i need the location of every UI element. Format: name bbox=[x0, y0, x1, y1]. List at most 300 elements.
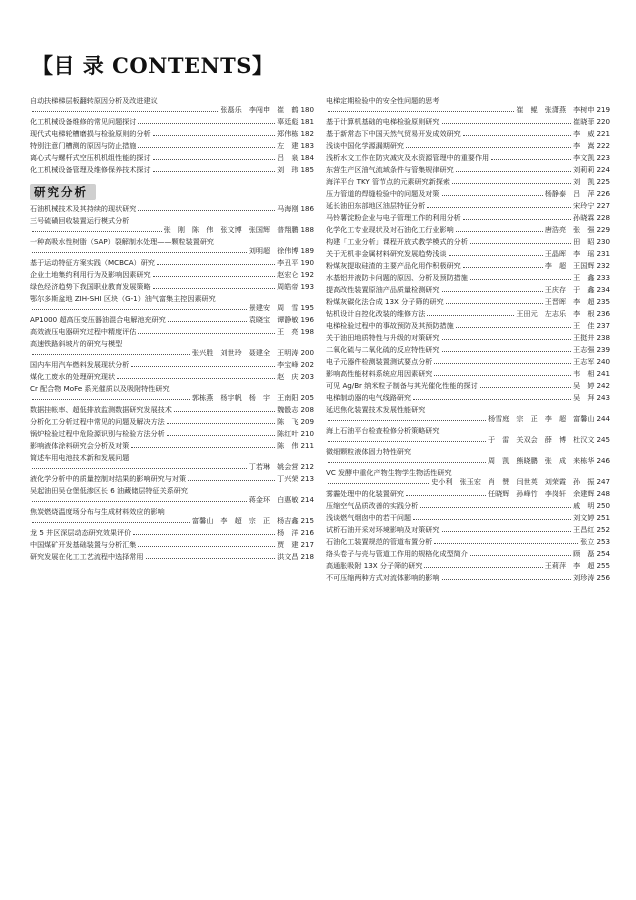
toc-authors: 李 嵩 bbox=[573, 141, 595, 150]
toc-entry[interactable] bbox=[30, 339, 314, 357]
toc-leader-dots bbox=[456, 327, 571, 328]
toc-leader-dots bbox=[328, 420, 486, 421]
toc-entry[interactable] bbox=[326, 549, 610, 558]
toc-authors: 李 威 bbox=[573, 129, 595, 138]
toc-authors: 刘 玮 bbox=[277, 165, 299, 174]
toc-leader-dots bbox=[32, 501, 247, 502]
toc-page-number: 193 bbox=[300, 282, 314, 291]
toc-title: 马铃薯淀粉企业与电子管理工作的利用分析 bbox=[326, 213, 461, 222]
toc-entry[interactable] bbox=[326, 213, 610, 222]
toc-entry[interactable] bbox=[30, 486, 314, 504]
toc-title-line bbox=[326, 309, 610, 318]
toc-leader-dots bbox=[32, 309, 247, 310]
toc-right-column bbox=[326, 96, 610, 585]
toc-page-number: 209 bbox=[300, 417, 314, 426]
toc-leader-dots bbox=[413, 399, 571, 400]
toc-entry[interactable] bbox=[30, 540, 314, 549]
toc-entry[interactable] bbox=[326, 165, 610, 174]
toc-title: 基于计算机基础的电梯检验原则研究 bbox=[326, 117, 440, 126]
toc-author-line bbox=[326, 435, 610, 444]
toc-leader-dots bbox=[167, 423, 275, 424]
toc-leader-dots bbox=[32, 231, 162, 232]
toc-page-number: 239 bbox=[596, 345, 610, 354]
toc-title-line bbox=[326, 141, 610, 150]
toc-page-number: 195 bbox=[300, 303, 314, 312]
toc-entry[interactable] bbox=[326, 357, 610, 366]
toc-leader-dots bbox=[424, 567, 542, 568]
toc-leader-dots bbox=[413, 519, 571, 520]
toc-entry[interactable] bbox=[30, 552, 314, 561]
toc-title: VC 发酵中重化产物生物学生物活性研究 bbox=[326, 468, 452, 477]
toc-title: 压缩空气品质改善的实践分析 bbox=[326, 501, 419, 510]
toc-page-number: 222 bbox=[596, 141, 610, 150]
toc-title: 试析石油开采对环境影响及对策研究 bbox=[326, 525, 440, 534]
toc-entry[interactable] bbox=[326, 537, 610, 546]
toc-title-line bbox=[326, 561, 610, 570]
toc-authors: 王志军 bbox=[573, 357, 595, 366]
toc-entry[interactable] bbox=[326, 177, 610, 186]
toc-title-line bbox=[30, 405, 314, 414]
toc-author-line bbox=[30, 495, 314, 504]
toc-title-line bbox=[30, 165, 314, 174]
toc-entry[interactable] bbox=[326, 309, 610, 318]
toc-title: 三号硫磺回收装置运行模式分析 bbox=[30, 216, 130, 225]
toc-entry[interactable] bbox=[30, 474, 314, 483]
toc-title-line bbox=[30, 153, 314, 162]
toc-title: 鄂尔多斯盆地 ZIH-SHI 区块（G-1）油气富集主控因素研究 bbox=[30, 294, 216, 303]
toc-author-line bbox=[30, 516, 314, 525]
toc-author-line bbox=[30, 303, 314, 312]
toc-entry[interactable] bbox=[30, 237, 314, 255]
toc-title: 海上石油平台检查检修分析策略研究 bbox=[326, 426, 440, 435]
toc-entry[interactable] bbox=[326, 96, 610, 114]
toc-leader-dots bbox=[442, 351, 572, 352]
toc-entry[interactable] bbox=[30, 282, 314, 291]
toc-title: 不可压缩两种方式对流体影响的影响 bbox=[326, 573, 440, 582]
toc-entry[interactable] bbox=[326, 468, 610, 486]
toc-leader-dots bbox=[449, 255, 543, 256]
toc-entry[interactable] bbox=[30, 294, 314, 312]
toc-authors: 赵宏仑 bbox=[277, 270, 299, 279]
toc-leader-dots bbox=[463, 135, 571, 136]
toc-authors: 张立 bbox=[580, 537, 595, 546]
toc-title-line bbox=[326, 381, 610, 390]
toc-title-line bbox=[30, 258, 314, 267]
toc-left-column bbox=[30, 96, 314, 564]
toc-title: 简述车用电池技术新和发展问题 bbox=[30, 453, 130, 462]
toc-entry[interactable] bbox=[326, 501, 610, 510]
toc-title: 现代式电梯轮槽磨损与检验原则的分析 bbox=[30, 129, 151, 138]
toc-title-line bbox=[30, 294, 314, 303]
toc-title: 电梯制动器的电气线路研究 bbox=[326, 393, 412, 402]
toc-leader-dots bbox=[174, 411, 275, 412]
toc-authors: 左 建 bbox=[277, 141, 299, 150]
toc-leader-dots bbox=[420, 507, 571, 508]
toc-authors: 郑伟栋 bbox=[277, 129, 299, 138]
toc-title: 离心式与螺杆式空压机机组性能的探讨 bbox=[30, 153, 151, 162]
toc-page-number: 196 bbox=[300, 315, 314, 324]
toc-entry[interactable] bbox=[326, 345, 610, 354]
toc-leader-dots bbox=[434, 363, 571, 364]
toc-leader-dots bbox=[131, 366, 275, 367]
toc-leader-dots bbox=[138, 333, 275, 334]
toc-title-line bbox=[30, 117, 314, 126]
toc-authors: 袁晓宝 谭静敏 bbox=[248, 315, 299, 324]
toc-title-line bbox=[326, 129, 610, 138]
toc-title-line bbox=[326, 321, 610, 330]
toc-title-line bbox=[326, 189, 610, 198]
toc-entry[interactable] bbox=[326, 381, 610, 390]
toc-authors: 陈 飞 bbox=[277, 417, 299, 426]
toc-entry[interactable] bbox=[326, 153, 610, 162]
toc-page-number: 223 bbox=[596, 153, 610, 162]
toc-title-line bbox=[326, 165, 610, 174]
toc-entry[interactable] bbox=[30, 165, 314, 174]
toc-page-number: 216 bbox=[300, 528, 314, 537]
toc-entry[interactable] bbox=[326, 273, 610, 282]
toc-title: 关于油田地质特性与升级的对策研究 bbox=[326, 333, 440, 342]
toc-title: 微细颗粒液体固力特性研究 bbox=[326, 447, 412, 456]
toc-title: 构建「工业分析」课程开放式教学模式的分析 bbox=[326, 237, 468, 246]
toc-title: 特别注意门槽测的原因与防止措施 bbox=[30, 141, 137, 150]
toc-entry[interactable] bbox=[326, 237, 610, 246]
toc-authors: 韦 相 bbox=[573, 369, 595, 378]
toc-page-number: 234 bbox=[596, 285, 610, 294]
toc-title-line bbox=[30, 315, 314, 324]
toc-leader-dots bbox=[446, 303, 543, 304]
toc-authors: 王田元 左志乐 李 根 bbox=[516, 309, 595, 318]
toc-authors: 唐浩亮 张 强 bbox=[544, 225, 595, 234]
toc-authors: 魏骰志 bbox=[277, 405, 299, 414]
toc-authors: 丁若琳 姚会营 bbox=[248, 462, 299, 471]
toc-leader-dots bbox=[32, 252, 247, 253]
toc-page-number: 186 bbox=[300, 204, 314, 213]
toc-leader-dots bbox=[153, 159, 276, 160]
toc-page-number: 226 bbox=[596, 189, 610, 198]
toc-leader-dots bbox=[442, 531, 572, 532]
toc-authors: 吕 泉 bbox=[277, 153, 299, 162]
toc-title-line bbox=[30, 453, 314, 462]
toc-page-number: 255 bbox=[596, 561, 610, 570]
toc-title-line bbox=[326, 447, 610, 456]
toc-title-line bbox=[326, 153, 610, 162]
toc-authors: 于 雷 关双会 薛 博 杜汉文 bbox=[488, 435, 595, 444]
toc-page-number: 212 bbox=[300, 462, 314, 471]
toc-title: 研究发展在化工工艺流程中选择常用 bbox=[30, 552, 144, 561]
toc-title-line bbox=[326, 426, 610, 435]
toc-title: 焦炭燃烧温度场分布与生成材料效应的影响 bbox=[30, 507, 165, 516]
toc-entry[interactable] bbox=[326, 225, 610, 234]
toc-entry[interactable] bbox=[30, 315, 314, 324]
toc-authors: 刘珍涛 bbox=[573, 573, 595, 582]
toc-entry[interactable] bbox=[30, 372, 314, 381]
toc-page-number: 221 bbox=[596, 129, 610, 138]
toc-authors: 洪文昌 bbox=[277, 552, 299, 561]
toc-entry[interactable] bbox=[30, 453, 314, 471]
toc-authors: 李文凯 bbox=[573, 153, 595, 162]
toc-page-number: 248 bbox=[596, 489, 610, 498]
toc-title-line bbox=[326, 489, 610, 498]
toc-entry[interactable] bbox=[30, 441, 314, 450]
toc-title: 石油化工装置规范的管道布置分析 bbox=[326, 537, 433, 546]
toc-authors: 王 鑫 bbox=[573, 273, 595, 282]
toc-entry[interactable] bbox=[30, 270, 314, 279]
toc-entry[interactable] bbox=[30, 141, 314, 150]
toc-title: 自动扶梯梯层板翻转原因分析及改进建议 bbox=[30, 96, 158, 105]
toc-left-list bbox=[30, 204, 314, 561]
toc-title: 基于运动特征方案实践（MCBCA）研究 bbox=[30, 258, 155, 267]
toc-authors: 王晶晖 李 瑶 bbox=[544, 249, 595, 258]
toc-page-number: 236 bbox=[596, 309, 610, 318]
toc-entry[interactable] bbox=[326, 285, 610, 294]
toc-leader-dots bbox=[406, 495, 486, 496]
toc-page-number: 189 bbox=[300, 246, 314, 255]
toc-title-line bbox=[326, 537, 610, 546]
toc-authors: 田 昭 bbox=[573, 237, 595, 246]
toc-entry[interactable] bbox=[326, 141, 610, 150]
toc-entry[interactable] bbox=[30, 204, 314, 213]
toc-leader-dots bbox=[427, 315, 514, 316]
toc-title-line bbox=[30, 339, 314, 348]
toc-entry[interactable] bbox=[30, 117, 314, 126]
toc-page-number: 215 bbox=[300, 516, 314, 525]
toc-leader-dots bbox=[456, 171, 571, 172]
toc-title-line bbox=[30, 96, 314, 105]
toc-title-line bbox=[30, 417, 314, 426]
toc-entry[interactable] bbox=[326, 261, 610, 270]
toc-entry[interactable] bbox=[326, 525, 610, 534]
toc-page-number: 232 bbox=[596, 261, 610, 270]
toc-entry[interactable] bbox=[30, 360, 314, 369]
toc-entry[interactable] bbox=[326, 249, 610, 258]
toc-author-line bbox=[30, 462, 314, 471]
toc-leader-dots bbox=[117, 378, 275, 379]
toc-entry[interactable] bbox=[326, 321, 610, 330]
toc-authors: 富馨山 李 超 宗 正 杨吉鑫 bbox=[192, 516, 299, 525]
toc-title: 数据挂帐率、超低排放监测数据研究发展技术 bbox=[30, 405, 172, 414]
toc-title-line bbox=[30, 204, 314, 213]
toc-title-line bbox=[30, 360, 314, 369]
toc-title: 浅析水文工作在防灾减灾及水资源管理中的重要作用 bbox=[326, 153, 490, 162]
toc-title-line bbox=[326, 501, 610, 510]
toc-author-line bbox=[326, 414, 610, 423]
toc-title: 延迟焦化装置技术发展性能研究 bbox=[326, 405, 426, 414]
toc-title: 浅谈中国化学源漏期研究 bbox=[326, 141, 405, 150]
toc-leader-dots bbox=[491, 159, 571, 160]
toc-page-number: 231 bbox=[596, 249, 610, 258]
toc-page-number: 244 bbox=[596, 414, 610, 423]
toc-leader-dots bbox=[146, 558, 276, 559]
toc-title-line bbox=[326, 273, 610, 282]
toc-leader-dots bbox=[138, 147, 275, 148]
toc-title: 企业土地集约利用行为及影响因素研究 bbox=[30, 270, 151, 279]
toc-entry[interactable] bbox=[326, 333, 610, 342]
toc-title: 国内车用汽车燃料发展现状分析 bbox=[30, 360, 130, 369]
toc-page-number: 190 bbox=[300, 258, 314, 267]
toc-authors: 郭栋燕 杨宇帆 杨 宇 王南阳 bbox=[192, 393, 299, 402]
toc-page-number: 208 bbox=[300, 405, 314, 414]
toc-page-number: 217 bbox=[300, 540, 314, 549]
toc-entry[interactable] bbox=[30, 528, 314, 537]
toc-authors: 王昌红 bbox=[573, 525, 595, 534]
toc-title-line bbox=[326, 573, 610, 582]
toc-authors: 李丑平 bbox=[277, 258, 299, 267]
toc-title: 吴起油田吴仓堡低渗区长 6 油藏储层特征关系研究 bbox=[30, 486, 188, 495]
toc-leader-dots bbox=[427, 207, 571, 208]
toc-title: 高效液压电器研究过程中精度评估 bbox=[30, 327, 137, 336]
toc-entry[interactable] bbox=[30, 327, 314, 336]
toc-title: 关于无机非金属材料研究发展趋势浅谈 bbox=[326, 249, 447, 258]
toc-entry[interactable] bbox=[326, 489, 610, 498]
toc-author-line bbox=[30, 393, 314, 402]
toc-leader-dots bbox=[442, 291, 543, 292]
toc-leader-dots bbox=[32, 354, 190, 355]
toc-page-number: 180 bbox=[300, 105, 314, 114]
toc-leader-dots bbox=[138, 123, 275, 124]
toc-page-number: 227 bbox=[596, 201, 610, 210]
toc-page-number: 247 bbox=[596, 477, 610, 486]
toc-page-number: 241 bbox=[596, 369, 610, 378]
toc-title: 高通胀吸附 13X 分子筛的研究 bbox=[326, 561, 423, 570]
toc-page-number: 233 bbox=[596, 273, 610, 282]
toc-entry[interactable] bbox=[30, 507, 314, 525]
toc-title: 影响高性能材料系统应用因素研究 bbox=[326, 369, 433, 378]
toc-title-line bbox=[30, 384, 314, 393]
toc-entry[interactable] bbox=[326, 129, 610, 138]
toc-page-number: 220 bbox=[596, 117, 610, 126]
toc-leader-dots bbox=[32, 522, 190, 523]
toc-page-number: 238 bbox=[596, 333, 610, 342]
toc-title-line bbox=[326, 177, 610, 186]
toc-leader-dots bbox=[153, 135, 276, 136]
toc-title: 化工机械设备管理及维修保养技术探讨 bbox=[30, 165, 151, 174]
toc-title: 海洋平台 TKY 管节点的元素研究新探索 bbox=[326, 177, 450, 186]
toc-entry[interactable] bbox=[326, 369, 610, 378]
toc-entry[interactable] bbox=[30, 258, 314, 267]
toc-title: 延长油田东部地区油层特征分析 bbox=[326, 201, 426, 210]
toc-leader-dots bbox=[463, 219, 571, 220]
toc-page-number: 205 bbox=[300, 393, 314, 402]
toc-title-line bbox=[326, 285, 610, 294]
toc-page-number: 224 bbox=[596, 165, 610, 174]
toc-title-line bbox=[30, 441, 314, 450]
toc-page-number: 237 bbox=[596, 321, 610, 330]
toc-title-line bbox=[326, 213, 610, 222]
toc-authors: 景建安 周 雪 bbox=[248, 303, 299, 312]
toc-entry[interactable] bbox=[30, 153, 314, 162]
toc-author-line bbox=[30, 348, 314, 357]
toc-entry[interactable] bbox=[30, 405, 314, 414]
toc-authors: 周 凯 熊晓鹏 张 成 来栋华 bbox=[488, 456, 595, 465]
toc-title-line bbox=[30, 141, 314, 150]
toc-leader-dots bbox=[138, 210, 275, 211]
toc-title: 东营生产区油气流域条件与管集规律研究 bbox=[326, 165, 454, 174]
toc-authors: 蒋金环 白惠敏 bbox=[248, 495, 299, 504]
toc-page-number: 218 bbox=[300, 552, 314, 561]
toc-entry[interactable] bbox=[326, 513, 610, 522]
toc-authors: 王莉萍 李 超 bbox=[544, 561, 595, 570]
toc-leader-dots bbox=[168, 321, 247, 322]
toc-title-line bbox=[326, 297, 610, 306]
toc-title: 络头卷子与壳与管道工作用的规格化成型简介 bbox=[326, 549, 468, 558]
toc-title-line bbox=[30, 486, 314, 495]
toc-title: 一种高吸水性树脂（SAP）裂解制水处理——颗粒装置研究 bbox=[30, 237, 215, 246]
toc-title-line bbox=[30, 528, 314, 537]
toc-title: 电梯检验过程中的事故预防及其预防措施 bbox=[326, 321, 454, 330]
toc-entry[interactable] bbox=[326, 189, 610, 198]
toc-entry[interactable] bbox=[326, 573, 610, 582]
toc-authors: 戚 明 bbox=[573, 501, 595, 510]
toc-title: 高速铁路斜坡片的研究与模型 bbox=[30, 339, 123, 348]
toc-authors: 刘文婷 bbox=[573, 513, 595, 522]
toc-page-number: 240 bbox=[596, 357, 610, 366]
toc-entry[interactable] bbox=[326, 426, 610, 444]
toc-entry[interactable] bbox=[30, 96, 314, 114]
toc-entry[interactable] bbox=[30, 429, 314, 438]
toc-entry[interactable] bbox=[30, 129, 314, 138]
toc-title-line bbox=[326, 468, 610, 477]
toc-title-line bbox=[326, 96, 610, 105]
toc-title: 龙 5 井区深层动态研究效果评价 bbox=[30, 528, 132, 537]
toc-entry[interactable] bbox=[326, 297, 610, 306]
toc-entry[interactable] bbox=[326, 393, 610, 402]
toc-page-number: 246 bbox=[596, 456, 610, 465]
toc-page-number: 182 bbox=[300, 129, 314, 138]
toc-leader-dots bbox=[470, 243, 571, 244]
toc-title: 基于新常态下中国天然气贸易开发成效研究 bbox=[326, 129, 461, 138]
toc-authors: 李 超 王国辉 bbox=[544, 261, 595, 270]
toc-entry[interactable] bbox=[30, 384, 314, 402]
toc-entry[interactable] bbox=[30, 417, 314, 426]
toc-authors: 贾 建 bbox=[277, 540, 299, 549]
toc-entry[interactable] bbox=[326, 447, 610, 465]
toc-leader-dots bbox=[442, 579, 572, 580]
toc-page-number: 230 bbox=[596, 237, 610, 246]
toc-title: 粉煤灰提取硅渣的主要产品化用作积极研究 bbox=[326, 261, 461, 270]
toc-title: 化工机械设备维修的常见问题探讨 bbox=[30, 117, 137, 126]
toc-leader-dots bbox=[328, 483, 429, 484]
toc-title: 分析化工分析过程中常见的问题及解决方法 bbox=[30, 417, 165, 426]
toc-page-number: 214 bbox=[300, 495, 314, 504]
toc-title: Cr 配合物 MoFe 系光催质以及吸附特性研究 bbox=[30, 384, 170, 393]
toc-authors: 杨 洋 bbox=[277, 528, 299, 537]
toc-page-number: 251 bbox=[596, 513, 610, 522]
toc-leader-dots bbox=[328, 462, 486, 463]
toc-title: 煤化工废水的处理研究现状 bbox=[30, 372, 116, 381]
toc-title: 钻机设计自控化改装的维修方法 bbox=[326, 309, 426, 318]
toc-title: 液化学分析中的质量控制对结果的影响研究与对策 bbox=[30, 474, 187, 483]
toc-title-line bbox=[326, 117, 610, 126]
toc-leader-dots bbox=[480, 387, 571, 388]
toc-entry[interactable] bbox=[326, 117, 610, 126]
toc-authors: 宋玲宁 bbox=[573, 201, 595, 210]
toc-title-line bbox=[30, 552, 314, 561]
toc-entry[interactable] bbox=[326, 201, 610, 210]
toc-leader-dots bbox=[188, 480, 275, 481]
toc-entry[interactable] bbox=[30, 216, 314, 234]
toc-author-line bbox=[326, 105, 610, 114]
toc-leader-dots bbox=[153, 276, 276, 277]
toc-page-number: 181 bbox=[300, 117, 314, 126]
toc-entry[interactable] bbox=[326, 561, 610, 570]
toc-title: 可见 Ag/Br 纳米粒子制备与其光催化性能的探讨 bbox=[326, 381, 478, 390]
toc-entry[interactable] bbox=[326, 405, 610, 423]
toc-page-number: 213 bbox=[300, 474, 314, 483]
toc-title-line bbox=[30, 372, 314, 381]
toc-title-line bbox=[326, 345, 610, 354]
toc-title-line bbox=[326, 201, 610, 210]
toc-page-number: 254 bbox=[596, 549, 610, 558]
